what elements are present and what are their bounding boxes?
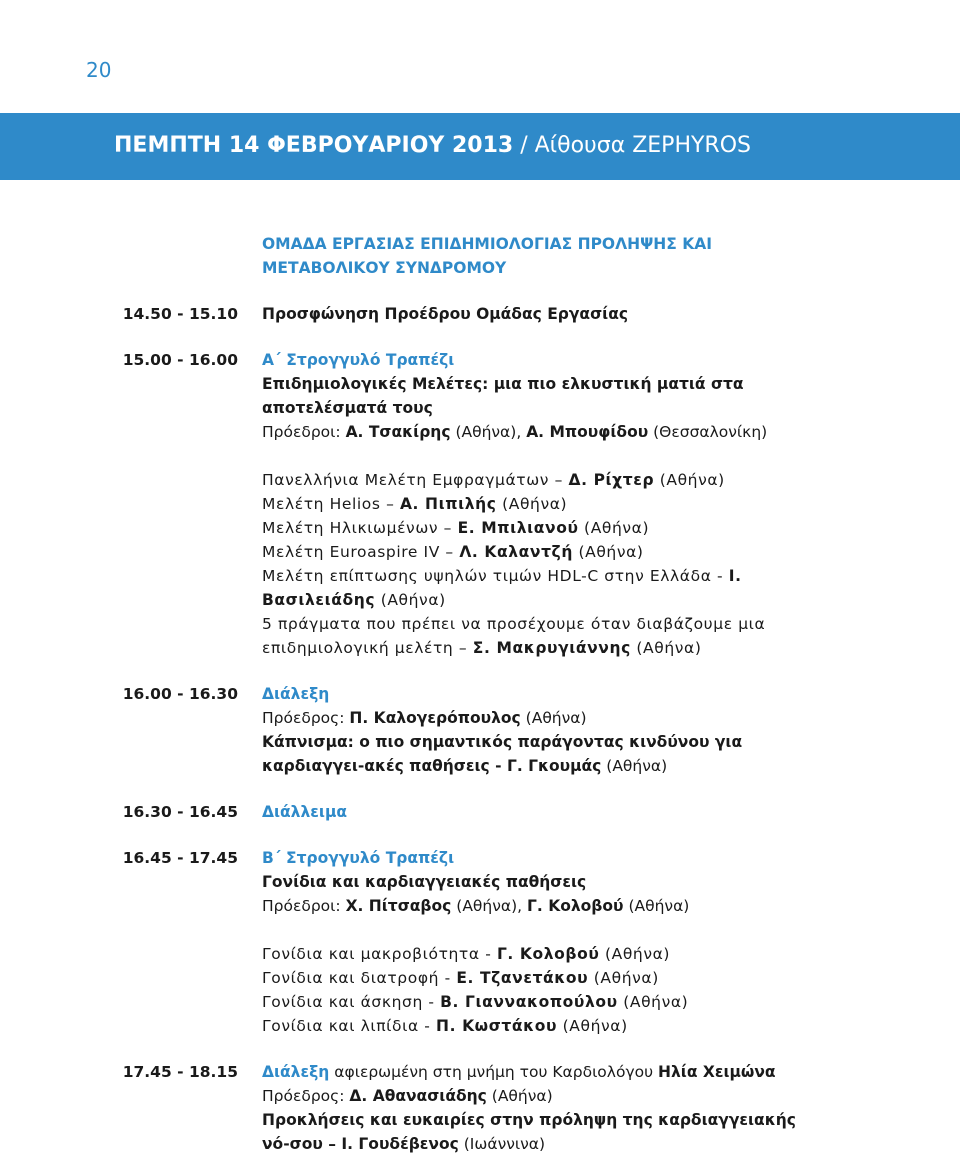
speaker-name: Β. Γιαννακοπούλου <box>440 993 618 1011</box>
speaker-place: (Αθήνα) <box>375 591 446 609</box>
talk-title: Μελέτη Euroaspire IV – <box>262 543 460 561</box>
lecture-title-text: Προκλήσεις και ευκαιρίες στην πρόληψη της καρδιαγγειακής νό-σου – <box>262 1111 796 1153</box>
talk-item <box>262 492 822 516</box>
chair-name: Α. Τσακίρης <box>345 423 451 441</box>
talk-item <box>262 612 822 660</box>
dedication-text: αφιερωμένη στη μνήμη του Καρδιολόγου <box>329 1063 658 1081</box>
speaker-place: (Αθήνα) <box>578 519 650 537</box>
session-chair <box>262 706 822 730</box>
chair-name: Γ. Κολοβού <box>527 897 624 915</box>
chair-place: (Αθήνα), <box>451 897 528 915</box>
chair-place: (Αθήνα), <box>450 423 527 441</box>
chair-place: (Αθήνα) <box>486 1087 553 1105</box>
lecture-title-text: Κάπνισμα: ο πιο σημαντικός παράγοντας κινδύνου για καρδιαγγει-ακές παθήσεις - <box>262 733 743 775</box>
talk-item <box>262 990 822 1014</box>
banner-separator: / <box>513 133 535 158</box>
speaker-name: Γ. Κολοβού <box>496 945 600 963</box>
speaker-name: Α. Πιπιλής <box>399 495 497 513</box>
talk-title: 5 πράγματα που πρέπει να προσέχουμε όταν διαβάζουμε μια επιδημιολογική μελέτη – <box>262 615 766 657</box>
banner-day: ΠΕΜΠΤΗ 14 ΦΕΒΡΟΥΑΡΙΟΥ 2013 <box>114 133 514 158</box>
session-title: Γονίδια και καρδιαγγειακές παθήσεις <box>262 873 587 891</box>
talk-title: Γονίδια και άσκηση - <box>262 993 441 1011</box>
session-type: Διάλλειμα <box>262 803 348 821</box>
banner-title <box>114 133 751 158</box>
talk-title: Μελέτη Ηλικιωμένων – <box>262 519 458 537</box>
talk-item <box>262 516 822 540</box>
talk-item <box>262 1014 822 1038</box>
chair-label: Πρόεδρος: <box>262 709 350 727</box>
speaker-name: Ι. Γουδέβενος <box>341 1135 459 1153</box>
speaker-place: (Αθήνα) <box>630 639 702 657</box>
session-type: Διάλεξη <box>262 1063 330 1081</box>
talk-title: Γονίδια και λιπίδια - <box>262 1017 437 1035</box>
speaker-name: Π. Κωστάκου <box>436 1017 558 1035</box>
program-row-roundtable-a <box>0 348 960 660</box>
chair-place: (Αθήνα) <box>520 709 587 727</box>
speaker-name: Σ. Μακρυγιάννης <box>472 639 631 657</box>
session-chair <box>262 1084 822 1108</box>
time-slot: 16.45 - 17.45 <box>122 849 238 867</box>
speaker-place: (Αθήνα) <box>496 495 568 513</box>
speaker-place: (Αθήνα) <box>617 993 689 1011</box>
speaker-name: Δ. Ρίχτερ <box>568 471 655 489</box>
session-type: Διάλεξη <box>262 685 330 703</box>
banner-room: Αίθουσα ZEPHYROS <box>534 133 751 158</box>
welcome-title: Προσφώνηση Προέδρου Ομάδας Εργασίας <box>262 305 629 323</box>
speaker-place: (Ιωάννινα) <box>458 1135 546 1153</box>
speaker-name: Γ. Γκουμάς <box>506 757 602 775</box>
speaker-name: Ε. Μπιλιανού <box>457 519 579 537</box>
talk-title: Πανελλήνια Μελέτη Εμφραγμάτων – <box>262 471 569 489</box>
talk-title: Μελέτη Helios – <box>262 495 400 513</box>
time-slot: 15.00 - 16.00 <box>122 351 238 369</box>
program-row-break <box>0 800 960 824</box>
speaker-place: (Αθήνα) <box>654 471 725 489</box>
talk-item <box>262 942 822 966</box>
session-chairs <box>262 894 822 918</box>
honoree-name: Ηλία Χειμώνα <box>658 1063 776 1081</box>
session-title: Επιδημιολογικές Μελέτες: μια πιο ελκυστική ματιά στα αποτελέσματά τους <box>262 375 744 417</box>
speaker-place: (Αθήνα) <box>572 543 644 561</box>
session-type: Α΄ Στρογγυλό Τραπέζι <box>262 351 455 369</box>
talk-item <box>262 540 822 564</box>
speaker-place: (Αθήνα) <box>599 945 671 963</box>
time-slot: 14.50 - 15.10 <box>122 305 238 323</box>
session-chairs <box>262 420 822 444</box>
talk-title: Γονίδια και μακροβιότητα - <box>262 945 497 963</box>
chair-name: Α. Μπουφίδου <box>526 423 649 441</box>
lecture-title <box>262 1108 822 1156</box>
program-row-lecture-1 <box>0 682 960 778</box>
talk-item <box>262 966 822 990</box>
day-banner <box>0 113 960 180</box>
program-row-welcome <box>0 302 960 326</box>
chair-name: Δ. Αθανασιάδης <box>349 1087 487 1105</box>
program-row-roundtable-b <box>0 846 960 1038</box>
chairs-label: Πρόεδροι: <box>262 423 346 441</box>
time-slot: 16.00 - 16.30 <box>122 685 238 703</box>
lecture-dedication <box>262 1060 822 1084</box>
session-group-heading: ΟΜΑΔΑ ΕΡΓΑΣΙΑΣ ΕΠΙΔΗΜΙΟΛΟΓΙΑΣ ΠΡΟΛΗΨΗΣ ΚΑΙ ΜΕΤΑΒΟΛΙΚΟΥ ΣΥΝΔΡΟΜΟΥ <box>262 235 712 277</box>
talk-item <box>262 564 822 612</box>
speaker-place: (Αθήνα) <box>557 1017 628 1035</box>
program-content <box>0 232 960 1156</box>
talk-title: Μελέτη επίπτωσης υψηλών τιμών HDL-C στην Ελλάδα - <box>262 567 729 585</box>
time-slot: 16.30 - 16.45 <box>122 803 238 821</box>
chair-place: (Αθήνα) <box>623 897 690 915</box>
chairs-label: Πρόεδροι: <box>262 897 346 915</box>
speaker-place: (Αθήνα) <box>588 969 659 987</box>
chair-label: Πρόεδρος: <box>262 1087 350 1105</box>
lecture-title <box>262 730 822 778</box>
speaker-name: Ι. Βασιλειάδης <box>262 567 742 609</box>
time-slot: 17.45 - 18.15 <box>122 1063 238 1081</box>
program-row-lecture-2 <box>0 1060 960 1156</box>
chair-place: (Θεσσαλονίκη) <box>648 423 768 441</box>
chair-name: Χ. Πίτσαβος <box>345 897 452 915</box>
session-type: Β΄ Στρογγυλό Τραπέζι <box>262 849 455 867</box>
speaker-place: (Αθήνα) <box>601 757 668 775</box>
speaker-name: Ε. Τζανετάκου <box>456 969 589 987</box>
page-number: 20 <box>86 58 112 82</box>
chair-name: Π. Καλογερόπουλος <box>349 709 521 727</box>
talk-list <box>262 468 822 660</box>
talk-list <box>262 942 822 1038</box>
talk-title: Γονίδια και διατροφή - <box>262 969 457 987</box>
talk-item <box>262 468 822 492</box>
speaker-name: Λ. Καλαντζή <box>459 543 573 561</box>
